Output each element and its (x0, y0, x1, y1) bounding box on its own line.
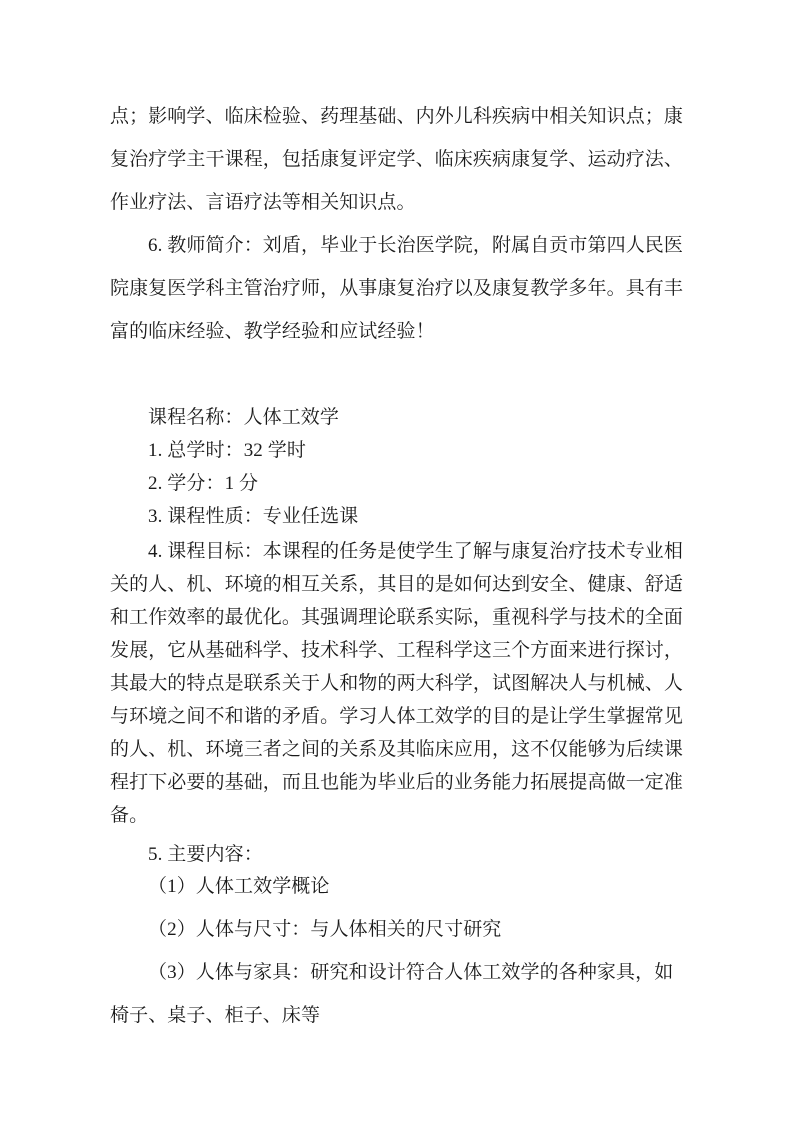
text-line: 院康复医学科主管治疗师，从事康复治疗以及康复教学多年。具有丰 (110, 278, 684, 299)
text-line: 其最大的特点是联系关于人和物的两大科学，试图解决人与机械、人 (110, 673, 684, 694)
course-total-hours: 1. 总学时：32 学时 (148, 440, 306, 461)
text-line: 和工作效率的最优化。其强调理论联系实际，重视科学与技术的全面 (110, 607, 684, 628)
content-item-3-continuation: 椅子、桌子、柜子、床等 (110, 1005, 321, 1026)
text-line: 关的人、机、环境的相互关系，其目的是如何达到安全、健康、舒适 (110, 574, 684, 595)
text-line: 程打下必要的基础，而且也能为毕业后的业务能力拓展提高做一定准 (110, 772, 684, 793)
course-info-list (110, 401, 693, 533)
paragraph-rehab-knowledge-points (110, 95, 693, 224)
paragraph-teacher-intro (110, 224, 693, 353)
text-line: 点；影响学、临床检验、药理基础、内外儿科疾病中相关知识点；康 (110, 106, 684, 127)
text-line: 作业疗法、言语疗法等相关知识点。 (110, 192, 416, 213)
course-credits: 2. 学分：1 分 (148, 473, 259, 494)
text-line: 富的临床经验、教学经验和应试经验！ (110, 321, 435, 342)
paragraph-course-objective (110, 535, 693, 832)
text-line: 复治疗学主干课程，包括康复评定学、临床疾病康复学、运动疗法、 (110, 149, 684, 170)
text-line: 6. 教师简介：刘盾，毕业于长治医学院，附属自贡市第四人民医 (148, 235, 684, 256)
text-line: 与环境之间不和谐的矛盾。学习人体工效学的目的是让学生掌握常见 (110, 706, 684, 727)
text-line: 的人、机、环境三者之间的关系及其临床应用，这不仅能够为后续课 (110, 739, 684, 760)
text-line: 备。 (110, 805, 149, 826)
text-line: 发展，它从基础科学、技术科学、工程科学这三个方面来进行探讨， (110, 640, 684, 661)
course-name: 课程名称：人体工效学 (148, 407, 340, 428)
content-item-1: （1）人体工效学概论 (148, 876, 330, 897)
main-content-heading: 5. 主要内容： (148, 844, 263, 865)
content-items-list (110, 865, 693, 1037)
content-item-2: （2）人体与尺寸：与人体相关的尺寸研究 (148, 919, 502, 940)
content-item-3: （3）人体与家具：研究和设计符合人体工效学的各种家具，如 (148, 962, 674, 983)
course-type: 3. 课程性质：专业任选课 (148, 506, 359, 527)
text-line: 4. 课程目标：本课程的任务是使学生了解与康复治疗技术专业相 (148, 541, 684, 562)
